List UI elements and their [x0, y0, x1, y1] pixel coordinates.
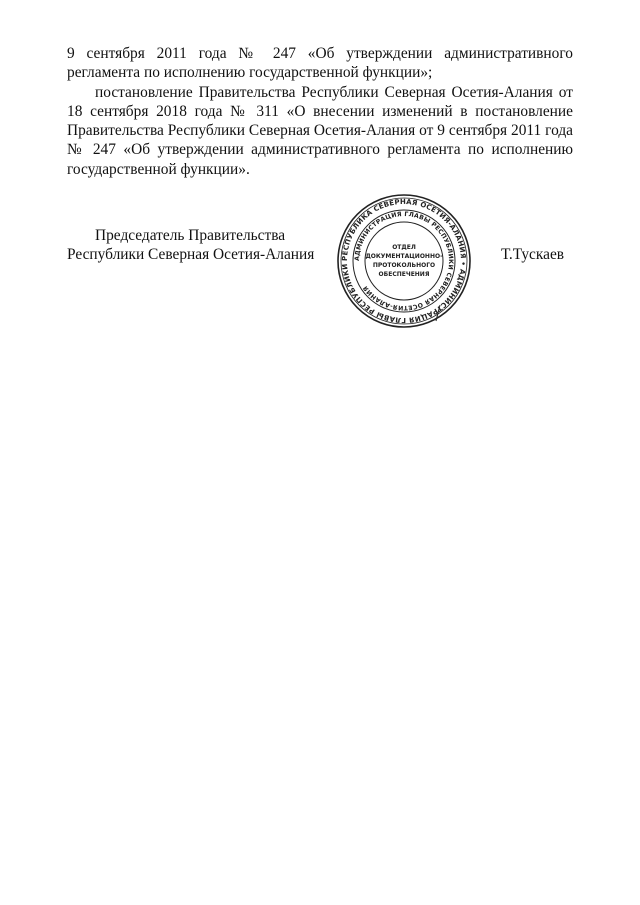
official-seal — [336, 193, 472, 329]
signatory-title — [67, 226, 314, 265]
document-body — [67, 44, 573, 179]
signatory-title-line2: Республики Северная Осетия-Алания — [67, 246, 315, 264]
seal-outer-text: РЕСПУБЛИКА СЕВЕРНАЯ ОСЕТИЯ-АЛАНИЯ • АДМИНИСТРАЦИЯ ГЛАВЫ РЕСПУБЛИКИ — [340, 197, 468, 325]
seal-center-line1: ОТДЕЛ — [392, 244, 416, 251]
seal-center-line4: ОБЕСПЕЧЕНИЯ — [378, 271, 430, 278]
paragraph-continuation: 9 сентября 2011 года № 247 «Об утверждении административного регламента по исполнению государственной функции»; — [67, 45, 573, 82]
svg-text:АДМИНИСТРАЦИЯ ГЛАВЫ РЕСПУБЛИКИ — [354, 211, 454, 311]
signatory-title-line1: Председатель Правительства — [95, 227, 286, 244]
signatory-name: Т.Тускаев — [501, 246, 565, 263]
seal-center-line3: ПРОТОКОЛЬНОГО — [372, 262, 436, 269]
paragraph-resolution: постановление Правительства Республики Северная Осетия-Алания от 18 сентября 2018 года № 311 «О внесении изменений в постановление Правительства Республики Северная Осетия-Алания от 9 сентября 2011 года № 247 «Об утверждении административного регламента по исполнению государственной функции». — [67, 83, 573, 178]
seal-center-line2: ДОКУМЕНТАЦИОННО- — [365, 253, 443, 260]
seal-stamp-icon — [336, 193, 472, 329]
seal-inner-text: АДМИНИСТРАЦИЯ ГЛАВЫ РЕСПУБЛИКИ СЕВЕРНАЯ ОСЕТИЯ-АЛАНИЯ — [353, 210, 455, 312]
